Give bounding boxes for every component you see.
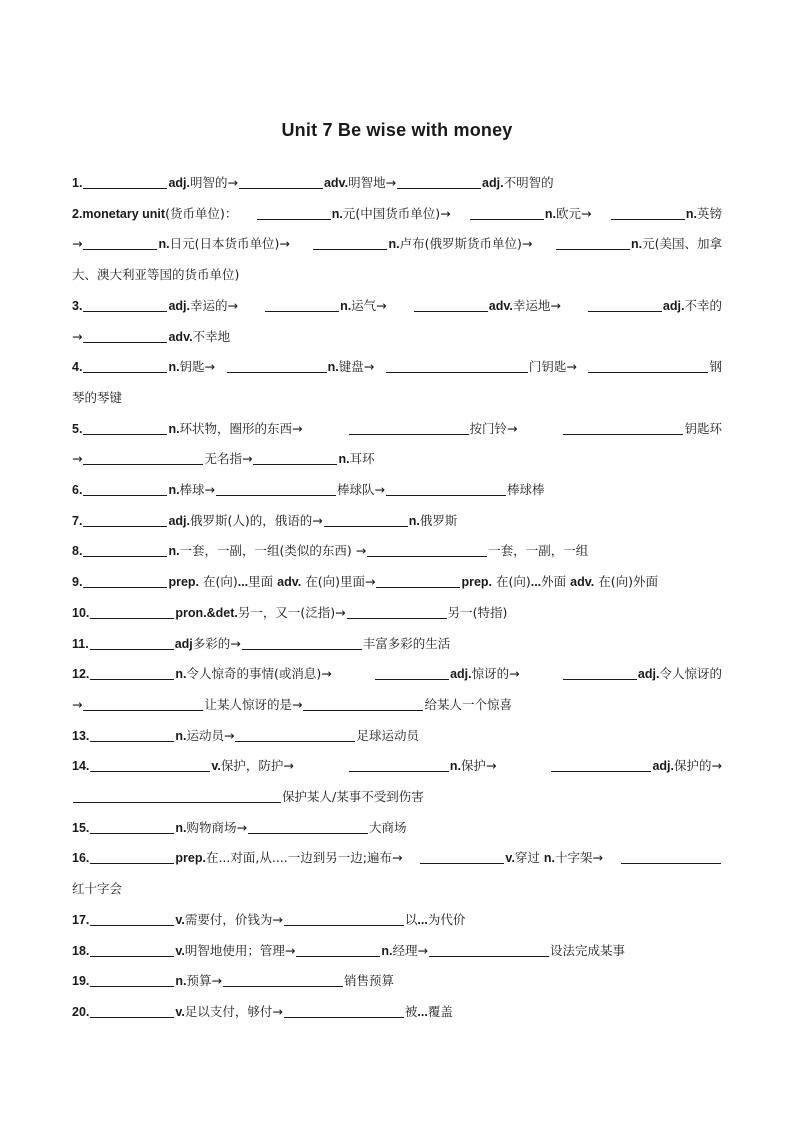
- pos-label: adv.: [570, 575, 595, 590]
- hint-text: 预算→: [186, 973, 222, 989]
- answer-blank[interactable]: [83, 420, 167, 435]
- answer-blank[interactable]: [313, 235, 387, 250]
- item-number: 8.: [72, 544, 83, 559]
- answer-blank[interactable]: [90, 665, 174, 680]
- hint-text: 幸运地→: [512, 297, 561, 313]
- arrow: →: [72, 328, 83, 344]
- hint-text: 运动员→: [186, 727, 235, 743]
- hint-text: 保护，防护→: [220, 758, 294, 774]
- answer-blank[interactable]: [227, 358, 327, 373]
- answer-blank[interactable]: [611, 205, 685, 220]
- answer-blank[interactable]: [83, 328, 167, 343]
- hint-text: 设法完成某事: [549, 942, 625, 958]
- hint-text: 令人惊奇的事情(或消息)→: [186, 666, 332, 682]
- answer-blank[interactable]: [90, 757, 210, 772]
- item-9: [72, 567, 722, 598]
- hint-text: 无名指→: [204, 451, 253, 467]
- pos-label: n.: [158, 237, 170, 252]
- hint-text: 穿过: [514, 850, 544, 866]
- item-3-cont: [72, 322, 722, 353]
- item-12-cont: [72, 690, 722, 721]
- pos-label: n.: [340, 298, 352, 313]
- pos-label: adj.: [450, 667, 472, 682]
- pos-label: n.: [544, 206, 557, 221]
- answer-blank[interactable]: [563, 420, 683, 435]
- answer-blank[interactable]: [83, 512, 167, 527]
- pos-label: n.: [327, 360, 339, 375]
- answer-blank[interactable]: [420, 849, 504, 864]
- item-number: 6.: [72, 483, 83, 498]
- item-number: 15.: [72, 820, 90, 835]
- hint-text: 丰富多彩的生活: [362, 635, 451, 651]
- answer-blank[interactable]: [588, 358, 708, 373]
- hint-text: 棒球队→: [337, 482, 386, 498]
- item-number: 20.: [72, 1004, 90, 1019]
- item-7: [72, 506, 722, 537]
- hint-text: 棒球→: [179, 482, 216, 498]
- hint-text: 在(向)里面→: [301, 574, 376, 590]
- pos-label: v.: [175, 1004, 185, 1019]
- pos-label: n.: [630, 237, 643, 252]
- pos-label: adv.: [277, 575, 302, 590]
- answer-blank[interactable]: [296, 942, 380, 957]
- answer-blank[interactable]: [324, 512, 408, 527]
- pos-label: n.: [175, 728, 187, 743]
- answer-blank[interactable]: [83, 297, 167, 312]
- answer-blank[interactable]: [349, 420, 469, 435]
- hint-text: 不幸的: [684, 297, 722, 313]
- hint-text: 琴的琴键: [72, 389, 123, 405]
- item-15: [72, 813, 722, 844]
- answer-blank[interactable]: [588, 297, 662, 312]
- hint-text: 给某人一个惊喜: [424, 696, 512, 712]
- pos-label: adj.: [168, 513, 190, 528]
- answer-blank[interactable]: [429, 942, 549, 957]
- pos-label: n.: [543, 851, 556, 866]
- answer-blank[interactable]: [223, 972, 343, 987]
- answer-blank[interactable]: [621, 849, 721, 864]
- answer-blank[interactable]: [265, 297, 339, 312]
- hint-text: 一套，一副，一组: [488, 543, 589, 559]
- item-3: [72, 291, 722, 322]
- hint-text: 十字架→: [555, 850, 603, 866]
- item-14: [72, 751, 722, 782]
- hint-text: 足以支付，够付→: [184, 1003, 283, 1019]
- answer-blank[interactable]: [239, 174, 323, 189]
- ellipsis: ...: [530, 575, 542, 590]
- item-4-cont: [72, 383, 722, 414]
- ellipsis: ...: [417, 1004, 428, 1019]
- hint-text: 耳环: [349, 451, 375, 467]
- answer-blank[interactable]: [551, 757, 651, 772]
- item-5-cont: [72, 444, 722, 475]
- pos-label: n.: [331, 206, 343, 221]
- pos-label: v.: [211, 759, 221, 774]
- hint-text: 卢布(俄罗斯货币单位)→: [399, 236, 533, 252]
- hint-text: 覆盖: [427, 1003, 453, 1019]
- hint-text: 不幸地: [192, 328, 231, 344]
- answer-blank[interactable]: [83, 573, 167, 588]
- pos-label: adj.: [168, 298, 190, 313]
- pos-label: n.: [175, 667, 187, 682]
- pos-label: adj: [174, 636, 193, 651]
- answer-blank[interactable]: [83, 481, 167, 496]
- item-number: 18.: [72, 943, 90, 958]
- item-4: [72, 352, 722, 383]
- answer-blank[interactable]: [284, 911, 404, 926]
- item-number: 13.: [72, 728, 90, 743]
- answer-blank[interactable]: [367, 542, 487, 557]
- answer-blank[interactable]: [248, 819, 368, 834]
- pos-label: adj.: [662, 298, 685, 313]
- item-number: 11.: [72, 636, 89, 651]
- answer-blank[interactable]: [556, 235, 630, 250]
- answer-blank[interactable]: [90, 635, 174, 650]
- hint-text: 环状物，圈形的东西→: [179, 420, 303, 436]
- answer-blank[interactable]: [90, 1003, 174, 1018]
- ellipsis: ...: [237, 575, 249, 590]
- hint-text: 大商场: [368, 819, 407, 835]
- pos-label: n.: [168, 421, 180, 436]
- hint-text: 元(中国货币单位)→: [342, 205, 451, 221]
- item-20: [72, 997, 722, 1028]
- pos-label: prep.: [168, 575, 199, 590]
- hint-text: 明智地→: [348, 175, 397, 190]
- hint-text: 足球运动员: [356, 727, 419, 743]
- pos-label: v.: [175, 943, 185, 958]
- pos-label: adv.: [168, 329, 193, 344]
- answer-blank[interactable]: [386, 358, 528, 373]
- answer-blank[interactable]: [90, 849, 174, 864]
- hint-text: 保护的→: [674, 758, 722, 774]
- pos-label: n.: [449, 759, 461, 774]
- hint-text: 外面: [541, 574, 571, 590]
- hint-text: 一套，一副，一组(类似的东西) →: [179, 543, 367, 559]
- hint-text: 在(向)外面: [594, 574, 658, 590]
- hint-text: 购物商场→: [186, 819, 247, 835]
- item-number: 12.: [72, 667, 90, 682]
- hint-text: 幸运的→: [189, 297, 238, 313]
- hint-text: 里面: [248, 574, 278, 590]
- item-16-cont: [72, 874, 722, 905]
- item-14-cont: [72, 782, 722, 813]
- answer-blank[interactable]: [397, 174, 481, 189]
- pos-label: n.: [408, 513, 420, 528]
- answer-blank[interactable]: [83, 235, 157, 250]
- hint-text: 按门铃→: [469, 420, 518, 436]
- hint-text: 运气→: [351, 297, 387, 313]
- answer-blank[interactable]: [257, 205, 331, 220]
- answer-blank[interactable]: [303, 696, 423, 711]
- pos-label: pron.&det.: [175, 605, 238, 620]
- hint-text: 另一，又一(泛指)→: [237, 604, 346, 620]
- item-2-cont: [72, 229, 722, 260]
- hint-text: 在(向): [199, 574, 238, 590]
- item-1: [72, 168, 722, 199]
- pos-label: n.: [168, 483, 180, 498]
- hint-text: 销售预算: [343, 973, 394, 989]
- answer-blank[interactable]: [83, 450, 203, 465]
- hint-text: 为代价: [427, 911, 466, 927]
- answer-blank[interactable]: [386, 481, 506, 496]
- ellipsis: ...: [417, 912, 428, 927]
- answer-blank[interactable]: [242, 635, 362, 650]
- answer-blank[interactable]: [83, 174, 167, 189]
- answer-blank[interactable]: [414, 297, 488, 312]
- hint-text: 门钥匙→: [528, 359, 577, 375]
- item-number: 17.: [72, 912, 90, 927]
- answer-blank[interactable]: [90, 727, 174, 742]
- hint-text: 明智的→: [189, 175, 238, 190]
- answer-blank[interactable]: [347, 604, 447, 619]
- hint-text: 红十字会: [72, 881, 123, 897]
- page-title: Unit 7 Be wise with money: [281, 120, 513, 140]
- answer-blank[interactable]: [83, 542, 167, 557]
- worksheet-body: [72, 168, 722, 1028]
- hint-text: 英镑: [696, 205, 722, 221]
- arrow: →: [72, 236, 83, 252]
- arrow: →: [72, 451, 83, 467]
- arrow: →: [72, 696, 83, 712]
- pos-label: n.: [685, 206, 697, 221]
- item-6: [72, 475, 722, 506]
- answer-blank[interactable]: [376, 573, 460, 588]
- hint-text: 俄罗斯: [419, 512, 458, 528]
- hint-text: 棒球棒: [507, 482, 545, 498]
- hint-text: 键盘→: [338, 359, 375, 375]
- item-number: 19.: [72, 974, 90, 989]
- pos-label: v.: [505, 851, 515, 866]
- item-number: 14.: [72, 759, 90, 774]
- pos-label: n.: [168, 360, 180, 375]
- hint-text: 在...对面,从....一边到另一边;遍布→: [205, 850, 403, 866]
- pos-label: v.: [175, 912, 185, 927]
- item-number: 5.: [72, 421, 83, 436]
- pos-label: n.: [381, 943, 393, 958]
- item-number: 3.: [72, 298, 83, 313]
- hint-text: 钥匙→: [179, 359, 216, 375]
- hint-text: 钥匙环: [684, 420, 722, 436]
- hint-text: (货币单位)：: [165, 205, 238, 221]
- item-11: [72, 629, 722, 660]
- hint-text: 被: [404, 1003, 418, 1019]
- pos-label: adj.: [637, 667, 660, 682]
- answer-blank[interactable]: [90, 819, 174, 834]
- pos-label: prep.: [175, 851, 206, 866]
- answer-blank[interactable]: [83, 696, 203, 711]
- item-5: [72, 414, 722, 445]
- answer-blank[interactable]: [375, 665, 449, 680]
- item-number: 9.: [72, 575, 83, 590]
- answer-blank[interactable]: [90, 604, 174, 619]
- pos-label: prep.: [461, 575, 492, 590]
- pos-label: n.: [338, 452, 350, 467]
- item-19: [72, 966, 722, 997]
- answer-blank[interactable]: [83, 358, 167, 373]
- hint-text: 以: [404, 911, 418, 927]
- pos-label: n.: [175, 974, 187, 989]
- hint-text: 俄罗斯(人)的，俄语的→: [189, 512, 323, 528]
- answer-blank[interactable]: [349, 757, 449, 772]
- hint-text: 另一(特指): [447, 604, 508, 620]
- answer-blank[interactable]: [253, 450, 337, 465]
- pos-label: adj.: [168, 176, 190, 190]
- item-17: [72, 905, 722, 936]
- hint-text: 日元(日本货币单位)→: [169, 236, 290, 252]
- answer-blank[interactable]: [90, 942, 174, 957]
- hint-text: 明智地使用；管理→: [184, 942, 296, 958]
- item-number: 10.: [72, 605, 90, 620]
- item-13: [72, 721, 722, 752]
- pos-label: adj.: [652, 759, 675, 774]
- hint-text: 令人惊讶的: [659, 666, 722, 682]
- item-number: 2.monetary unit: [72, 206, 166, 221]
- hint-text: 钢: [709, 359, 722, 375]
- item-number: 1.: [72, 176, 83, 190]
- hint-text: 需要付，价钱为→: [184, 911, 283, 927]
- hint-text: 不明智的: [503, 175, 554, 190]
- item-number: 4.: [72, 360, 83, 375]
- item-8: [72, 536, 722, 567]
- hint-text: 经理→: [392, 942, 428, 958]
- answer-blank[interactable]: [216, 481, 336, 496]
- hint-text: 保护→: [460, 758, 497, 774]
- item-12: [72, 659, 722, 690]
- answer-blank[interactable]: [73, 788, 281, 803]
- pos-label: n.: [388, 237, 400, 252]
- item-10: [72, 598, 722, 629]
- item-number: 16.: [72, 851, 90, 866]
- item-2: [72, 199, 722, 230]
- pos-label: n.: [168, 544, 180, 559]
- hint-text: 多彩的→: [192, 635, 241, 651]
- pos-label: n.: [175, 820, 187, 835]
- item-16: [72, 843, 722, 874]
- answer-blank[interactable]: [563, 665, 637, 680]
- pos-label: adv.: [488, 298, 513, 313]
- hint-text: 保护某人/某事不受到伤害: [282, 789, 424, 805]
- item-2-cont2: [72, 260, 722, 291]
- hint-text: 让某人惊讶的是→: [204, 696, 303, 712]
- hint-text: 惊讶的→: [471, 666, 520, 682]
- answer-blank[interactable]: [235, 727, 355, 742]
- item-18: [72, 936, 722, 967]
- pos-label: adj.: [482, 176, 504, 190]
- answer-blank[interactable]: [90, 911, 174, 926]
- hint-text: 在(向): [492, 574, 531, 590]
- answer-blank[interactable]: [470, 205, 544, 220]
- answer-blank[interactable]: [284, 1003, 404, 1018]
- answer-blank[interactable]: [90, 972, 174, 987]
- pos-label: adv.: [323, 176, 349, 190]
- hint-text: 欧元→: [556, 205, 592, 221]
- item-number: 7.: [72, 513, 83, 528]
- hint-text: 大、澳大利亚等国的货币单位): [72, 267, 240, 283]
- hint-text: 元(美国、加拿: [642, 236, 722, 252]
